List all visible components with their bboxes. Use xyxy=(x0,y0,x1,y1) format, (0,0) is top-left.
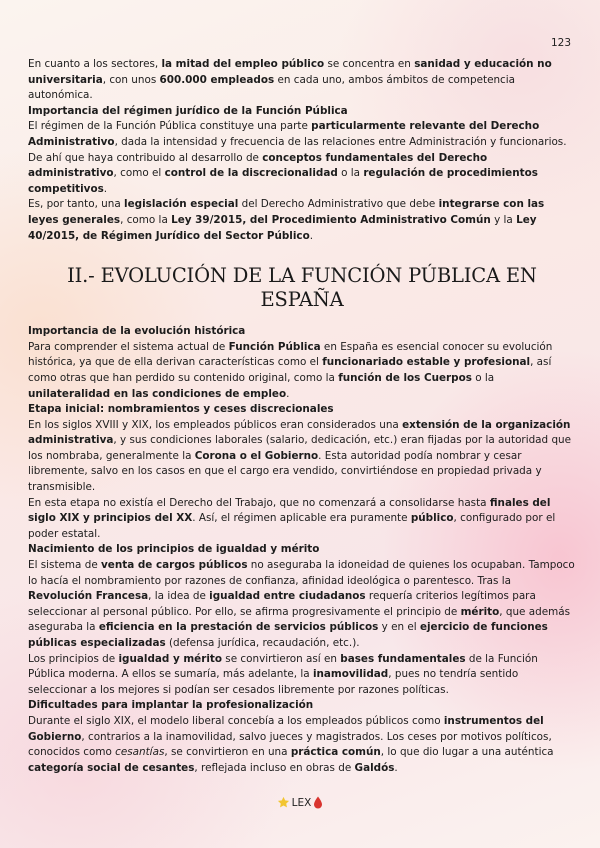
emphasis-text: 600.000 empleados xyxy=(159,73,275,86)
star-icon xyxy=(277,796,290,809)
paragraph xyxy=(28,652,576,699)
text-run: Los principios de xyxy=(28,652,119,665)
emphasis-text: Galdós xyxy=(354,761,395,774)
text-run: , configurado por el poder estatal. xyxy=(28,512,556,540)
text-run: y la xyxy=(490,213,517,226)
text-run: El sistema de xyxy=(28,559,102,572)
emphasis-text: funcionariado estable y profesional xyxy=(322,356,531,369)
emphasis-text: práctica común xyxy=(290,746,381,759)
subheading: Etapa inicial: nombramientos y ceses discrecionales xyxy=(28,403,334,416)
text-run: (defensa jurídica, recaudación, etc.). xyxy=(165,637,360,649)
text-run: , reflejada incluso en obras de xyxy=(194,761,355,774)
text-run: , la idea de xyxy=(148,590,210,603)
paragraph xyxy=(28,496,576,543)
text-run: , así como otras que han perdido su contenido original, como la xyxy=(28,356,552,384)
text-run: . xyxy=(309,229,314,242)
text-run: se concentra en xyxy=(324,58,415,70)
emphasis-text: Revolución Francesa xyxy=(28,590,149,603)
emphasis-text: venta de cargos públicos xyxy=(101,559,248,572)
paragraph xyxy=(28,119,576,197)
emphasis-text: extensión de la organización administrativa xyxy=(28,418,571,447)
paragraph xyxy=(28,418,576,496)
emphasis-text: Función Pública xyxy=(228,340,321,353)
emphasis-text: Ley 39/2015, del Procedimiento Administrativo Común xyxy=(171,213,491,226)
subheading: Importancia de la evolución histórica xyxy=(28,325,246,338)
drop-icon xyxy=(313,796,323,809)
page-content xyxy=(28,57,576,776)
text-run: o la xyxy=(471,371,495,384)
emphasis-text: sanidad y educación no universitaria xyxy=(28,58,552,86)
text-run: , pues no tendría sentido seleccionar a los mejores si podían ser cesados libremente por razones políticas. xyxy=(28,668,519,696)
emphasis-text: la mitad del empleo público xyxy=(161,58,325,70)
emphasis-text: igualdad y mérito xyxy=(118,652,222,665)
emphasis-text: integrarse con las leyes generales xyxy=(28,198,545,226)
emphasis-text: control de la discrecionalidad xyxy=(164,167,338,180)
emphasis-text: inamovilidad xyxy=(312,668,389,681)
text-run: . Esta autoridad podía nombrar y cesar libremente, salvo en los casos en que el cargo era vendido, convirtiéndose en propiedad privada y transmisible. xyxy=(28,449,542,494)
text-run: , como la xyxy=(120,213,172,226)
text-run: Para comprender el sistema actual de xyxy=(28,340,229,353)
footer-label: LEX xyxy=(291,796,312,809)
emphasis-text: unilateralidad en las condiciones de empleo xyxy=(28,387,287,400)
text-run: En los siglos XVIII y XIX, los empleados públicos eran considerados una xyxy=(28,418,403,431)
emphasis-text: legislación especial xyxy=(124,198,239,211)
text-run: , dada la intensidad y frecuencia de las relaciones entre Administración y funcionarios. De ahí que haya contribuido al desarrollo de xyxy=(28,135,567,164)
text-run: , lo que dio lugar a una auténtica xyxy=(380,746,554,759)
text-run: , como el xyxy=(113,167,165,180)
emphasis-text: público xyxy=(410,512,454,525)
paragraph xyxy=(28,197,576,244)
text-run: requería criterios legítimos para seleccionar al personal público. Por ello, se afirma progresivamente el principio de xyxy=(28,590,536,618)
text-run: en España es esencial conocer su evolución histórica, ya que de ella derivan características como el xyxy=(28,340,553,369)
emphasis-text: particularmente relevante del Derecho Administrativo xyxy=(28,120,540,148)
emphasis-text: mérito xyxy=(460,605,500,618)
paragraph xyxy=(28,558,576,652)
emphasis-text: igualdad entre ciudadanos xyxy=(209,590,366,603)
text-run: de la Función Pública moderna. A ellos se sumaría, más adelante, la xyxy=(28,652,538,681)
emphasis-text: categoría social de cesantes xyxy=(28,761,195,774)
footer-logo xyxy=(0,796,600,809)
text-run: se convirtieron así en xyxy=(222,652,341,665)
text-run: , con unos xyxy=(102,73,160,86)
section-title: II.- EVOLUCIÓN DE LA FUNCIÓN PÚBLICA EN ESPAÑA xyxy=(67,264,537,312)
paragraph xyxy=(28,714,576,776)
page-number: 123 xyxy=(550,37,571,49)
emphasis-text: bases fundamentales xyxy=(340,652,466,665)
text-run: El régimen de la Función Pública constituye una parte xyxy=(28,120,312,133)
text-run: , contrarios a la inamovilidad, salvo jueces y magistrados. Los ceses por motivos políticos, conocidos como xyxy=(28,730,552,759)
emphasis-text: ejercicio de funciones públicas especializadas xyxy=(28,621,548,649)
text-run: y en el xyxy=(378,621,420,634)
paragraph xyxy=(28,57,576,104)
emphasis-text: función de los Cuerpos xyxy=(338,371,472,384)
emphasis-text: Ley 40/2015, de Régimen Jurídico del Sector Público xyxy=(28,213,537,242)
text-run: . xyxy=(286,387,290,400)
emphasis-text: conceptos fundamentales del Derecho administrativo xyxy=(28,151,488,180)
text-run: , que además aseguraba la xyxy=(28,605,571,634)
subheading: Nacimiento de los principios de igualdad y mérito xyxy=(28,543,320,556)
text-run: Es, por tanto, una xyxy=(28,198,125,211)
emphasis-text: Corona o el Gobierno xyxy=(194,449,319,462)
text-run: del Derecho Administrativo que debe xyxy=(238,198,439,211)
emphasis-text: finales del siglo XIX y principios del XX xyxy=(28,496,551,525)
text-run: . xyxy=(394,761,398,774)
subheading: Dificultades para implantar la profesionalización xyxy=(28,699,314,712)
text-run: , y sus condiciones laborales (salario, dedicación, etc.) eran fijadas por la autoridad que los nombraba, generalmente la xyxy=(28,434,572,462)
subheading: Importancia del régimen jurídico de la Función Pública xyxy=(28,104,348,117)
emphasis-text: regulación de procedimientos competitivos xyxy=(28,167,538,195)
text-run: . Así, el régimen aplicable era puramente xyxy=(192,512,411,525)
text-run: Durante el siglo XIX, el modelo liberal concebía a los empleados públicos como xyxy=(28,714,444,727)
text-run: , se convirtieron en una xyxy=(164,746,291,759)
text-run: no aseguraba la idoneidad de quienes los ocupaban. Tampoco lo hacía el nombramiento por razones de confianza, afinidad ideológica o parentesco. Tras la xyxy=(28,559,575,587)
text-run: en cada uno, ambos ámbitos de competencia autonómica. xyxy=(28,73,516,102)
paragraph xyxy=(28,340,576,402)
text-run: . xyxy=(103,182,108,195)
text-run: En esta etapa no existía el Derecho del Trabajo, que no comenzará a consolidarse hasta xyxy=(28,496,490,509)
italic-term: cesantías xyxy=(115,746,165,759)
text-run: o la xyxy=(337,167,364,180)
emphasis-text: instrumentos del Gobierno xyxy=(28,714,544,743)
text-run: En cuanto a los sectores, xyxy=(28,58,162,70)
emphasis-text: eficiencia en la prestación de servicios públicos xyxy=(98,621,379,634)
